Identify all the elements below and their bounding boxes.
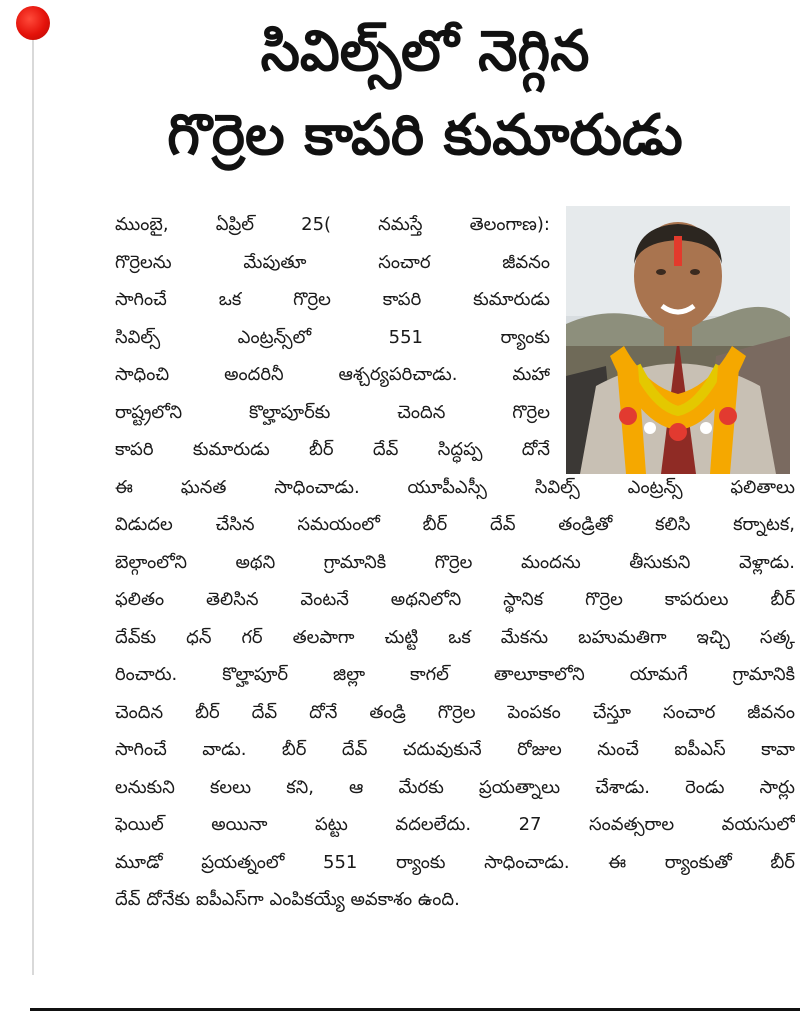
- article-line-6: రాష్ట్రలోని కొల్హాపూర్‌కు చెందిన గొర్రెల: [115, 401, 550, 423]
- article-line-3: సాగించే ఒక గొర్రెల కాపరి కుమారుడు: [115, 289, 550, 310]
- pushpin-icon: [16, 6, 50, 40]
- article-line-16: లనుకుని కలలు కని, ఆ మేరకు ప్రయత్నాలు చేశాడు. రెండు సార్లు: [115, 776, 795, 798]
- headline-line-2: గొర్రెల కాపరి కుమారుడు: [167, 103, 683, 168]
- article-line-10: బెల్గాంలోని అథని గ్రామానికి గొర్రెల మందను తీసుకుని వెళ్లాడు.: [115, 551, 795, 573]
- article-line-15: సాగించే వాడు. బీర్ దేవ్ చదువుకునే రోజుల నుంచే ఐపీఎస్ కావా: [115, 739, 795, 760]
- article-line-14: చెందిన బీర్ దేవ్ దోనే తండ్రి గొర్రెల పెంపకం చేస్తూ సంచార జీవనం: [115, 701, 795, 723]
- bottom-rule: [30, 1008, 800, 1011]
- article-line-13: రించారు. కొల్హాపూర్ జిల్లా కాగల్ తాలూకాలోని యామగే గ్రామానికి: [115, 664, 795, 685]
- article-line-5: సాధించి అందరినీ ఆశ్చర్యపరిచాడు. మహా: [115, 364, 550, 385]
- article-line-17: ఫెయిల్ అయినా పట్టు వదలలేదు. 27 సంవత్సరాల వయసులో: [115, 814, 795, 835]
- article-line-8: ఈ ఘనత సాధించాడు. యూపీఎస్సీ సివిల్స్ ఎంట్రన్స్ ఫలితాలు: [115, 476, 795, 498]
- article-line-12: దేవ్‌కు ధన్ గర్ తలపాగా చుట్టి ఒక మేకను బహుమతిగా ఇచ్చి సత్క: [115, 626, 795, 648]
- pushpin-needle: [32, 40, 34, 975]
- article-line-7: కాపరి కుమారుడు బీర్ దేవ్ సిద్ధప్ప దోనే: [115, 439, 550, 460]
- article-line-1: ముంబై, ఏప్రిల్ 25( నమస్తే తెలంగాణ):: [115, 214, 550, 235]
- article-line-18: మూడో ప్రయత్నంలో 551 ర్యాంకు సాధించాడు. ఈ ర్యాంకుతో బీర్: [115, 851, 795, 873]
- headline-line-1: సివిల్స్‌లో నెగ్గిన: [260, 19, 590, 84]
- article-line-19: దేవ్ దోనేకు ఐపీఎస్‌గా ఎంపికయ్యే అవకాశం ఉంది.: [115, 889, 460, 910]
- article-body: [115, 206, 795, 919]
- article-line-4: సివిల్స్ ఎంట్రన్స్‌లో 551 ర్యాంకు: [115, 326, 550, 348]
- article-line-2: గొర్రెలను మేపుతూ సంచార జీవనం: [115, 251, 550, 273]
- article-line-9: విడుదల చేసిన సమయంలో బీర్ దేవ్ తండ్రితో కలిసి కర్నాటక,: [115, 514, 795, 535]
- headline: [60, 10, 790, 178]
- article-line-11: ఫలితం తెలిసిన వెంటనే అథనిలోని స్థానిక గొర్రెల కాపరులు బీర్: [115, 589, 795, 610]
